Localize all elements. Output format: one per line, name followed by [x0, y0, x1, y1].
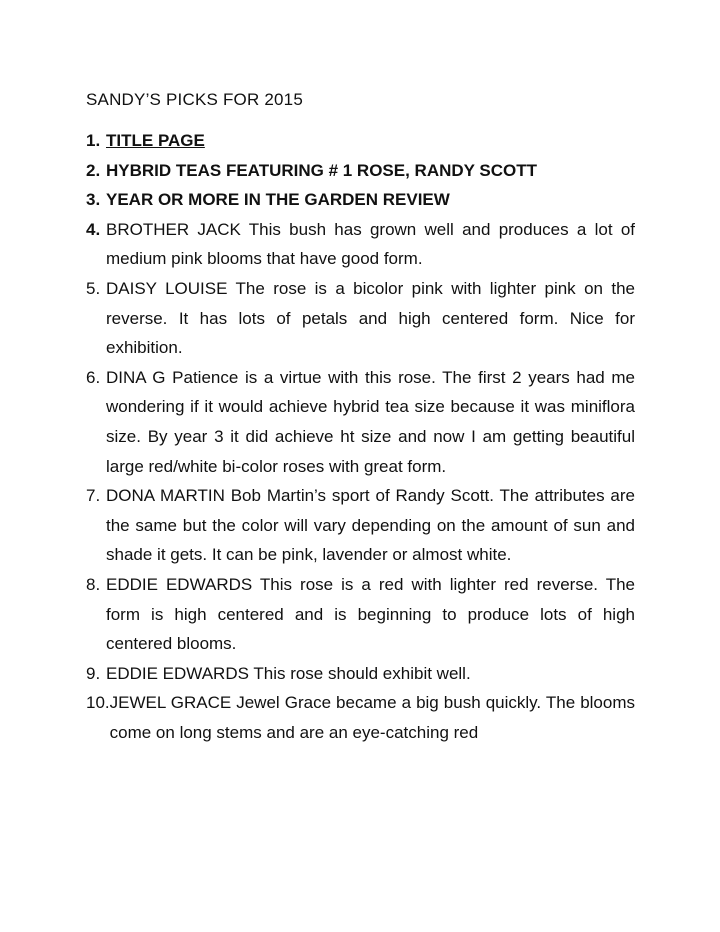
list-item [86, 215, 635, 274]
item-number: 10. [86, 693, 110, 713]
item-number: 6. [86, 367, 101, 387]
item-number: 5. [86, 278, 101, 298]
item-text: DINA G Patience is a virtue with this rose. The first 2 years had me wondering if it would achieve hybrid tea size because it was miniflora size. By year 3 it did achieve ht size and now I am getting beautiful large red/white bi-color roses with great form. [106, 367, 635, 476]
item-number: 9. [86, 663, 101, 683]
item-number: 1. [86, 131, 101, 150]
list-item [86, 481, 635, 570]
list-item [86, 156, 635, 186]
list-item [86, 570, 635, 659]
list-item [86, 274, 635, 363]
item-number: 3. [86, 190, 101, 210]
item-text: HYBRID TEAS FEATURING # 1 ROSE, RANDY SCOTT [106, 160, 538, 180]
list-item [86, 688, 635, 747]
document-heading: SANDY’S PICKS FOR 2015 [86, 90, 303, 109]
item-number: 7. [86, 486, 101, 506]
list-item [86, 185, 635, 215]
item-text: TITLE PAGE [106, 131, 205, 150]
item-text: JEWEL GRACE Jewel Grace became a big bush quickly. The blooms come on long stems and are an eye-catching red [109, 693, 635, 742]
list-item [86, 363, 635, 481]
item-text: BROTHER JACK This bush has grown well and produces a lot of medium pink blooms that have good form. [106, 219, 635, 269]
picks-list [86, 126, 635, 747]
item-number: 2. [86, 160, 101, 180]
list-item [86, 126, 635, 156]
list-item [86, 659, 635, 689]
item-text: DAISY LOUISE The rose is a bicolor pink with lighter pink on the reverse. It has lots of petals and high centered form. Nice for exhibition. [106, 278, 635, 358]
item-text: EDDIE EDWARDS This rose is a red with lighter red reverse. The form is high centered and is beginning to produce lots of high centered blooms. [106, 574, 635, 654]
item-text: DONA MARTIN Bob Martin’s sport of Randy Scott. The attributes are the same but the color will vary depending on the amount of sun and shade it gets. It can be pink, lavender or almost white. [106, 486, 635, 565]
item-text: EDDIE EDWARDS This rose should exhibit well. [106, 663, 471, 683]
item-number: 4. [86, 219, 101, 239]
item-number: 8. [86, 574, 101, 594]
item-text: YEAR OR MORE IN THE GARDEN REVIEW [106, 190, 450, 210]
